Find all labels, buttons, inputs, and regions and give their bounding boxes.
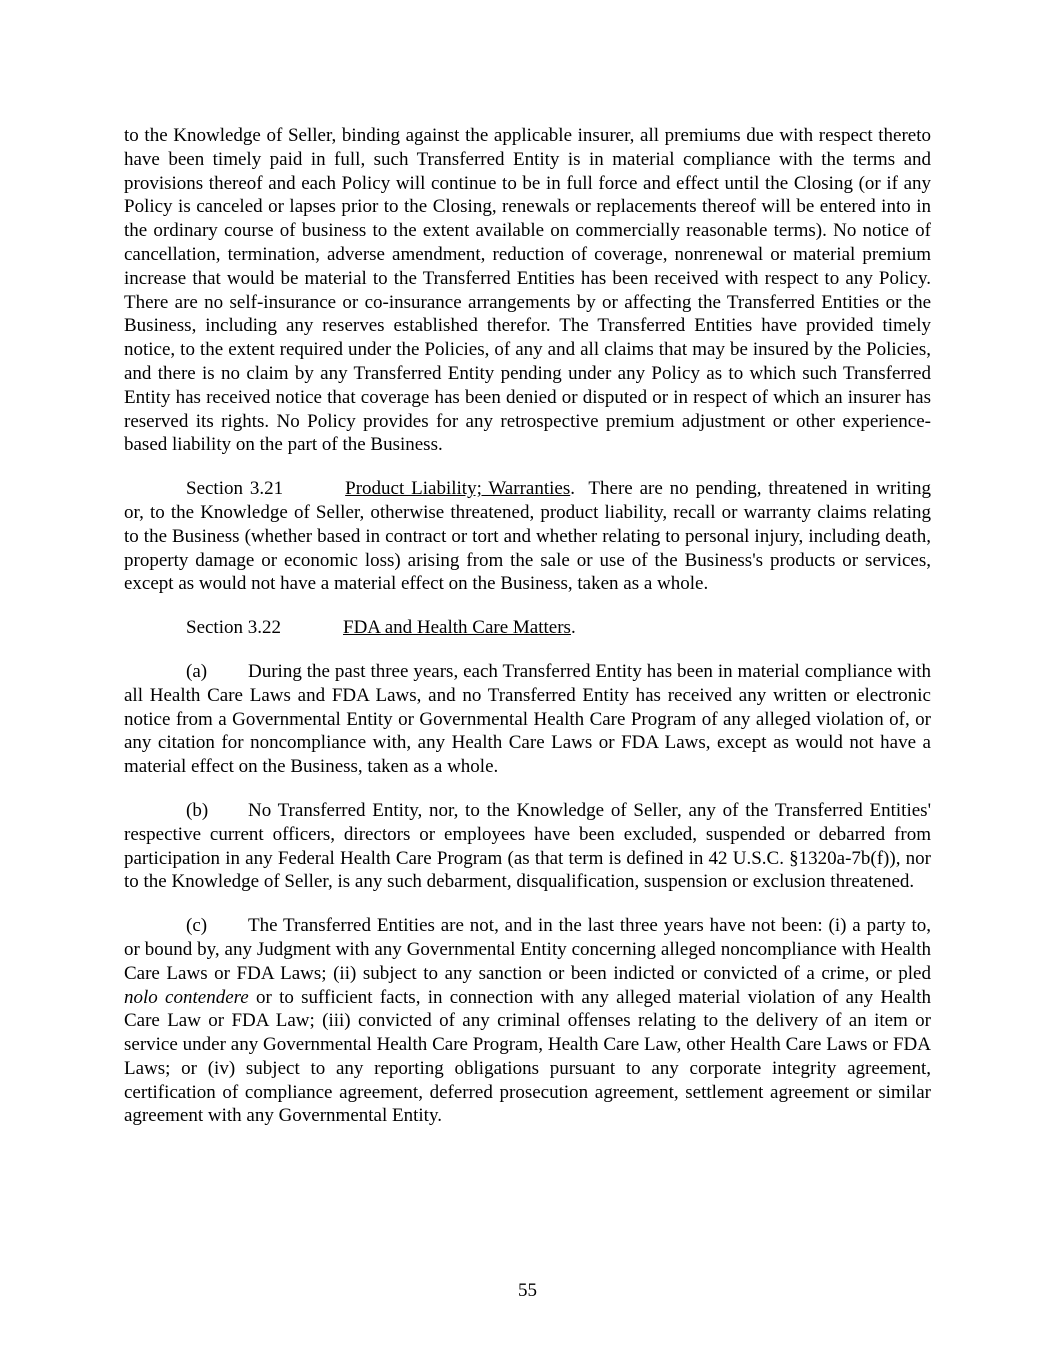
section-3-21 xyxy=(124,477,931,596)
subsection-body: No Transferred Entity, nor, to the Knowledge of Seller, any of the Transferred Entities' respective current officers, directors or employees have been excluded, suspended or debarred from participation in any Federal Health Care Program (as that term is defined in 42 U.S.C. §1320a-7b(f)), nor to the Knowledge of Seller, is any such debarment, disqualification, suspension or exclusion threatened. xyxy=(124,799,931,893)
subsection-a xyxy=(124,660,931,779)
section-title: Product Liability; Warranties xyxy=(345,478,571,500)
section-title-period: . xyxy=(570,478,575,500)
subsection-body-part-1: The Transferred Entities are not, and in the last three years have not been: (i) a party to, or bound by, any Judgment with any Governmental Entity concerning alleged noncompliance with Health Care Laws or FDA Laws; (ii) subject to any sanction or been indicted or convicted of a crime, or pled xyxy=(124,915,931,984)
section-title-period: . xyxy=(570,617,576,639)
subsection-label: (a) xyxy=(186,660,208,682)
subsection-body-part-2: or to sufficient facts, in connection with any alleged material violation of any Health Care Law or FDA Law; (iii) convicted of any criminal offenses relating to the delivery of an item or service under any Governmental Health Care Program, Health Care Law, other Health Care Laws or FDA Laws; or (iv) subject to any reporting obligations pursuant to any corporate integrity agreement, certification of compliance agreement, deferred prosecution agreement, settlement agreement or similar agreement with any Governmental Entity. xyxy=(124,986,931,1127)
subsection-label: (c) xyxy=(186,915,208,937)
section-number: Section 3.22 xyxy=(186,617,281,639)
subsection-b xyxy=(124,799,931,894)
subsection-label: (b) xyxy=(186,799,209,821)
page-number: 55 xyxy=(518,1280,537,1301)
document-page xyxy=(124,124,931,1148)
subsection-body-italic: nolo contendere xyxy=(124,986,249,1008)
section-title: FDA and Health Care Matters xyxy=(343,617,571,639)
section-3-22 xyxy=(124,616,931,640)
section-number: Section 3.21 xyxy=(186,478,284,500)
paragraph-insurance-continued: to the Knowledge of Seller, binding against the applicable insurer, all premiums due with respect thereto have been timely paid in full, such Transferred Entity is in material compliance with the terms and provisions thereof and each Policy will continue to be in full force and effect until the Closing (or if any Policy is canceled or lapses prior to the Closing, renewals or replacements thereof will be entered into in the ordinary course of business to the extent available on commercially reasonable terms). No notice of cancellation, termination, adverse amendment, reduction of coverage, nonrenewal or material premium increase that would be material to the Transferred Entities has been received with respect to any Policy. There are no self-insurance or co-insurance arrangements by or affecting the Transferred Entities or the Business, including any reserves established therefor. The Transferred Entities have provided timely notice, to the extent required under the Policies, of any and all claims that may be insured by the Policies, and there is no claim by any Transferred Entity pending under any Policy as to which such Transferred Entity has received notice that coverage has been denied or disputed or in respect of which an insurer has reserved its rights. No Policy provides for any retrospective premium adjustment or other experience-based liability on the part of the Business. xyxy=(124,125,931,456)
section-body: There are no pending, threatened in writing or, to the Knowledge of Seller, otherwise threatened, product liability, recall or warranty claims relating to the Business (whether based in contract or tort and whether relating to personal injury, including death, property damage or economic loss) arising from the sale or use of the Business's products or services, except as would not have a material effect on the Business, taken as a whole. xyxy=(124,478,931,595)
subsection-body: During the past three years, each Transferred Entity has been in material compliance with all Health Care Laws and FDA Laws, and no Transferred Entity has received any written or electronic notice from a Governmental Entity or Governmental Health Care Program of any alleged violation of, or any citation for noncompliance with, any Health Care Laws or FDA Laws, except as would not have a material effect on the Business, taken as a whole. xyxy=(124,660,931,778)
subsection-c xyxy=(124,914,931,1128)
